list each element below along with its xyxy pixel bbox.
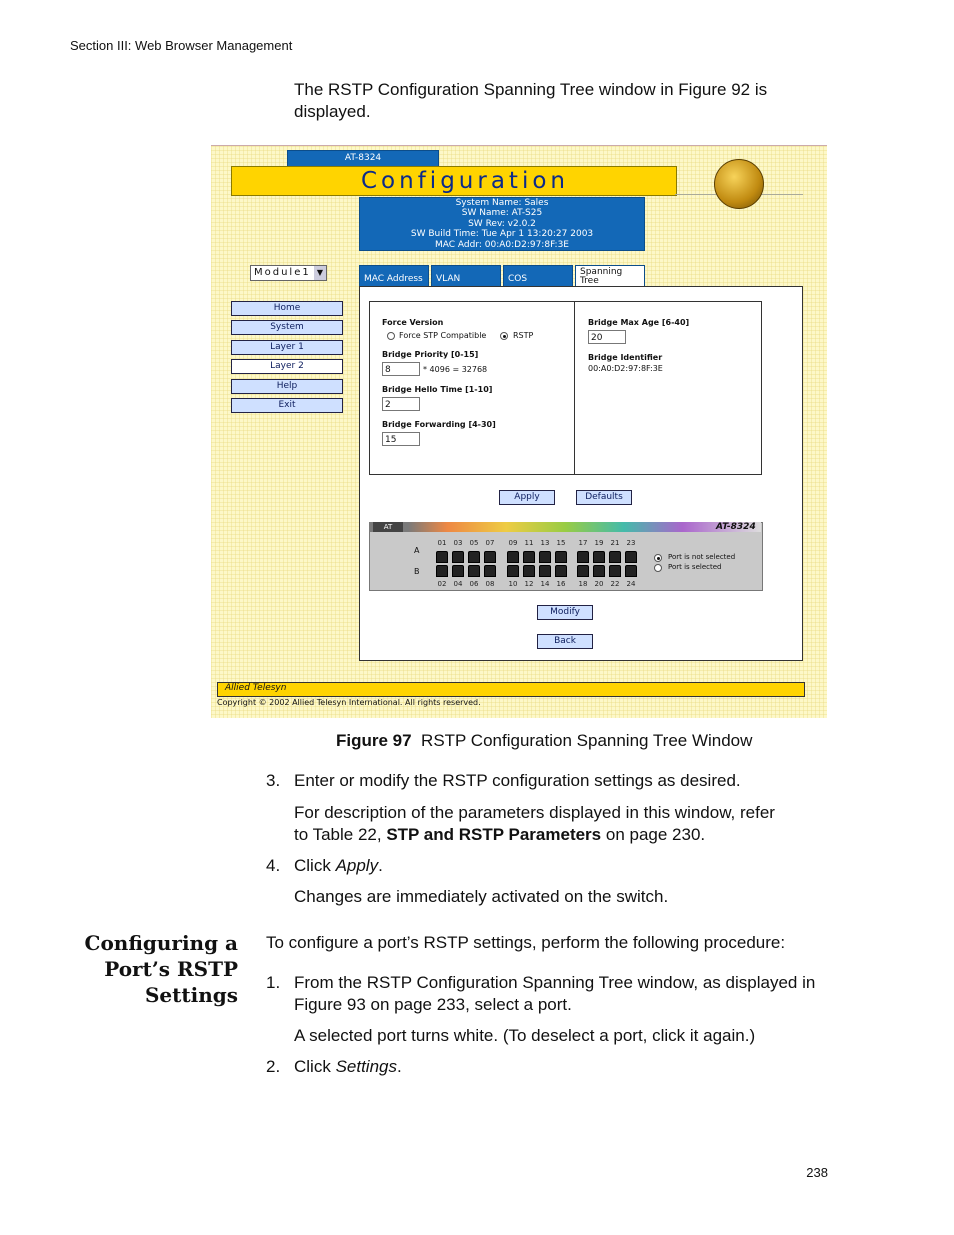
- port-label-top: 05: [469, 539, 479, 547]
- section-heading-line-3: Settings: [144, 983, 238, 1007]
- system-name: System Name: Sales: [455, 198, 549, 208]
- port-a[interactable]: [625, 551, 637, 563]
- port-a[interactable]: [539, 551, 551, 563]
- port-a[interactable]: [484, 551, 496, 563]
- figure-label: Figure 97: [336, 731, 412, 750]
- note-prefix: to Table 22,: [294, 825, 387, 844]
- rstp-radio[interactable]: [500, 332, 508, 340]
- port-a[interactable]: [523, 551, 535, 563]
- mac-addr: MAC Addr: 00:A0:D2:97:8F:3E: [435, 239, 569, 250]
- s2-step-2-prefix: Click: [294, 1057, 336, 1076]
- step-3-note-line-1: For description of the parameters displayed in this window, refer: [294, 803, 775, 822]
- port-a[interactable]: [452, 551, 464, 563]
- port-a[interactable]: [468, 551, 480, 563]
- port-a[interactable]: [507, 551, 519, 563]
- section-heading: [70, 930, 238, 1008]
- force-version-label: Force Version: [382, 318, 444, 327]
- legend-selected: Port is selected: [668, 563, 722, 571]
- port-label-bottom: 08: [485, 580, 495, 588]
- port-label-bottom: 06: [469, 580, 479, 588]
- port-label-top: 13: [540, 539, 550, 547]
- settings-divider: [574, 301, 575, 474]
- force-stp-label: Force STP Compatible: [399, 331, 487, 340]
- note-suffix: on page 230.: [601, 825, 706, 844]
- s2-step-1-number: 1.: [266, 973, 281, 992]
- tab-spanning-label: Spanning: [580, 267, 623, 277]
- port-b[interactable]: [593, 565, 605, 577]
- nav-layer1-button[interactable]: Layer 1: [231, 340, 343, 355]
- port-label-bottom: 14: [540, 580, 550, 588]
- chevron-down-icon[interactable]: ▼: [314, 266, 326, 280]
- back-button[interactable]: Back: [537, 634, 593, 649]
- legend-not-selected-radio: [654, 554, 662, 562]
- s2-step-1-line-1: From the RSTP Configuration Spanning Tree window, as displayed in: [294, 973, 816, 992]
- s2-step-2-suffix: .: [397, 1057, 402, 1076]
- port-label-top: 11: [524, 539, 534, 547]
- nav-home-button[interactable]: Home: [231, 301, 343, 316]
- hello-time-input[interactable]: 2: [382, 397, 420, 411]
- sw-build-time: SW Build Time: Tue Apr 1 13:20:27 2003: [410, 229, 594, 240]
- bridge-priority-label: Bridge Priority [0-15]: [382, 350, 479, 359]
- step-4-prefix: Click: [294, 856, 336, 875]
- row-a-label: A: [414, 546, 420, 555]
- footer-bar: [217, 682, 805, 697]
- step-3-text: Enter or modify the RSTP configuration settings as desired.: [294, 771, 741, 790]
- apply-button[interactable]: Apply: [499, 490, 555, 505]
- intro-line-1: The RSTP Configuration Spanning Tree window in Figure 92 is: [294, 80, 768, 99]
- port-b[interactable]: [507, 565, 519, 577]
- intro-line-2: displayed.: [294, 102, 371, 121]
- nav-exit-button[interactable]: Exit: [231, 398, 343, 413]
- port-label-top: 09: [508, 539, 518, 547]
- tab-tree-label: Tree: [580, 276, 599, 286]
- port-label-top: 03: [453, 539, 463, 547]
- nav-help-button[interactable]: Help: [231, 379, 343, 394]
- page-number: 238: [806, 1165, 828, 1180]
- globe-logo-icon: [714, 159, 764, 209]
- bridge-identifier-label: Bridge Identifier: [588, 353, 663, 362]
- hello-time-label: Bridge Hello Time [1-10]: [382, 385, 493, 394]
- bridge-priority-multiplier: * 4096 = 32768: [423, 365, 488, 374]
- rstp-label: RSTP: [513, 331, 534, 340]
- row-b-label: B: [414, 567, 420, 576]
- step-4-note: Changes are immediately activated on the switch.: [294, 887, 669, 906]
- s2-step-1-text: [294, 972, 815, 1016]
- port-b[interactable]: [436, 565, 448, 577]
- port-a[interactable]: [593, 551, 605, 563]
- max-age-label: Bridge Max Age [6-40]: [588, 318, 690, 327]
- port-label-top: 15: [556, 539, 566, 547]
- tab-mac-address[interactable]: MAC Address: [359, 265, 429, 287]
- port-b[interactable]: [539, 565, 551, 577]
- running-header: Section III: Web Browser Management: [70, 38, 293, 53]
- step-3-note-line-2: [294, 824, 775, 846]
- legend-not-selected: Port is not selected: [668, 553, 736, 561]
- max-age-input[interactable]: 20: [588, 330, 626, 344]
- copyright-text: Copyright © 2002 Allied Telesyn International. All rights reserved.: [217, 698, 481, 707]
- footer-brand: Allied Telesyn: [225, 683, 287, 693]
- nav-system-button[interactable]: System: [231, 320, 343, 335]
- step-3-note: [294, 802, 775, 846]
- switch-stripe: [369, 522, 761, 532]
- port-label-bottom: 04: [453, 580, 463, 588]
- step-4-text: [294, 855, 383, 877]
- port-label-bottom: 02: [437, 580, 447, 588]
- bridge-identifier-value: 00:A0:D2:97:8F:3E: [588, 364, 663, 373]
- figure-caption: [336, 731, 752, 751]
- port-label-top: 17: [578, 539, 588, 547]
- page-title: Configuration: [361, 168, 569, 194]
- step-4-suffix: .: [378, 856, 383, 875]
- port-b[interactable]: [452, 565, 464, 577]
- port-b[interactable]: [484, 565, 496, 577]
- bridge-priority-input[interactable]: 8: [382, 362, 420, 376]
- s2-step-1-note: A selected port turns white. (To deselect a port, click it again.): [294, 1026, 756, 1045]
- tab-spanning-tree[interactable]: [575, 265, 645, 287]
- port-label-bottom: 16: [556, 580, 566, 588]
- section-heading-line-2: Port’s RSTP: [104, 957, 238, 981]
- force-stp-radio[interactable]: [387, 332, 395, 340]
- port-b[interactable]: [555, 565, 567, 577]
- forwarding-label: Bridge Forwarding [4-30]: [382, 420, 496, 429]
- modify-button[interactable]: Modify: [537, 605, 593, 620]
- port-b[interactable]: [523, 565, 535, 577]
- switch-model: AT-8324: [716, 522, 756, 532]
- s2-step-2-settings: Settings: [335, 1057, 397, 1076]
- step-3-number: 3.: [266, 771, 281, 790]
- port-b[interactable]: [468, 565, 480, 577]
- allied-logo-icon: AT: [373, 522, 403, 532]
- port-a[interactable]: [609, 551, 621, 563]
- step-4-number: 4.: [266, 856, 281, 875]
- defaults-button[interactable]: Defaults: [576, 490, 632, 505]
- port-label-top: 01: [437, 539, 447, 547]
- sw-name: SW Name: AT-S25: [461, 208, 543, 219]
- sw-rev: SW Rev: v2.0.2: [468, 218, 536, 229]
- port-b[interactable]: [609, 565, 621, 577]
- intro-paragraph: [294, 79, 767, 123]
- port-label-top: 23: [626, 539, 636, 547]
- port-label-bottom: 24: [626, 580, 636, 588]
- table-reference: STP and RSTP Parameters: [386, 825, 602, 844]
- port-b[interactable]: [577, 565, 589, 577]
- window-title-tab: AT-8324: [287, 150, 439, 167]
- port-a[interactable]: [577, 551, 589, 563]
- port-label-bottom: 12: [524, 580, 534, 588]
- nav-layer2-button[interactable]: Layer 2: [231, 359, 343, 374]
- port-a[interactable]: [555, 551, 567, 563]
- port-b[interactable]: [625, 565, 637, 577]
- port-label-top: 07: [485, 539, 495, 547]
- port-label-bottom: 10: [508, 580, 518, 588]
- s2-step-2-text: [294, 1056, 402, 1078]
- step-4-apply: Apply: [335, 856, 379, 875]
- port-a[interactable]: [436, 551, 448, 563]
- port-label-top: 19: [594, 539, 604, 547]
- port-label-bottom: 20: [594, 580, 604, 588]
- s2-step-1-line-2: Figure 93 on page 233, select a port.: [294, 995, 572, 1014]
- forwarding-input[interactable]: 15: [382, 432, 420, 446]
- tab-cos[interactable]: COS: [503, 265, 573, 287]
- figure-screenshot: [211, 145, 827, 718]
- port-label-bottom: 18: [578, 580, 588, 588]
- section-intro: To configure a port’s RSTP settings, perform the following procedure:: [266, 933, 786, 952]
- module-select[interactable]: [250, 265, 327, 281]
- tab-vlan[interactable]: VLAN: [431, 265, 501, 287]
- system-info-box: [359, 197, 645, 251]
- section-heading-line-1: Configuring a: [84, 931, 238, 955]
- port-label-top: 21: [610, 539, 620, 547]
- s2-step-2-number: 2.: [266, 1057, 281, 1076]
- legend-selected-radio: [654, 564, 662, 572]
- module-select-value: Module1: [254, 267, 311, 278]
- figure-title: RSTP Configuration Spanning Tree Window: [421, 731, 753, 750]
- port-label-bottom: 22: [610, 580, 620, 588]
